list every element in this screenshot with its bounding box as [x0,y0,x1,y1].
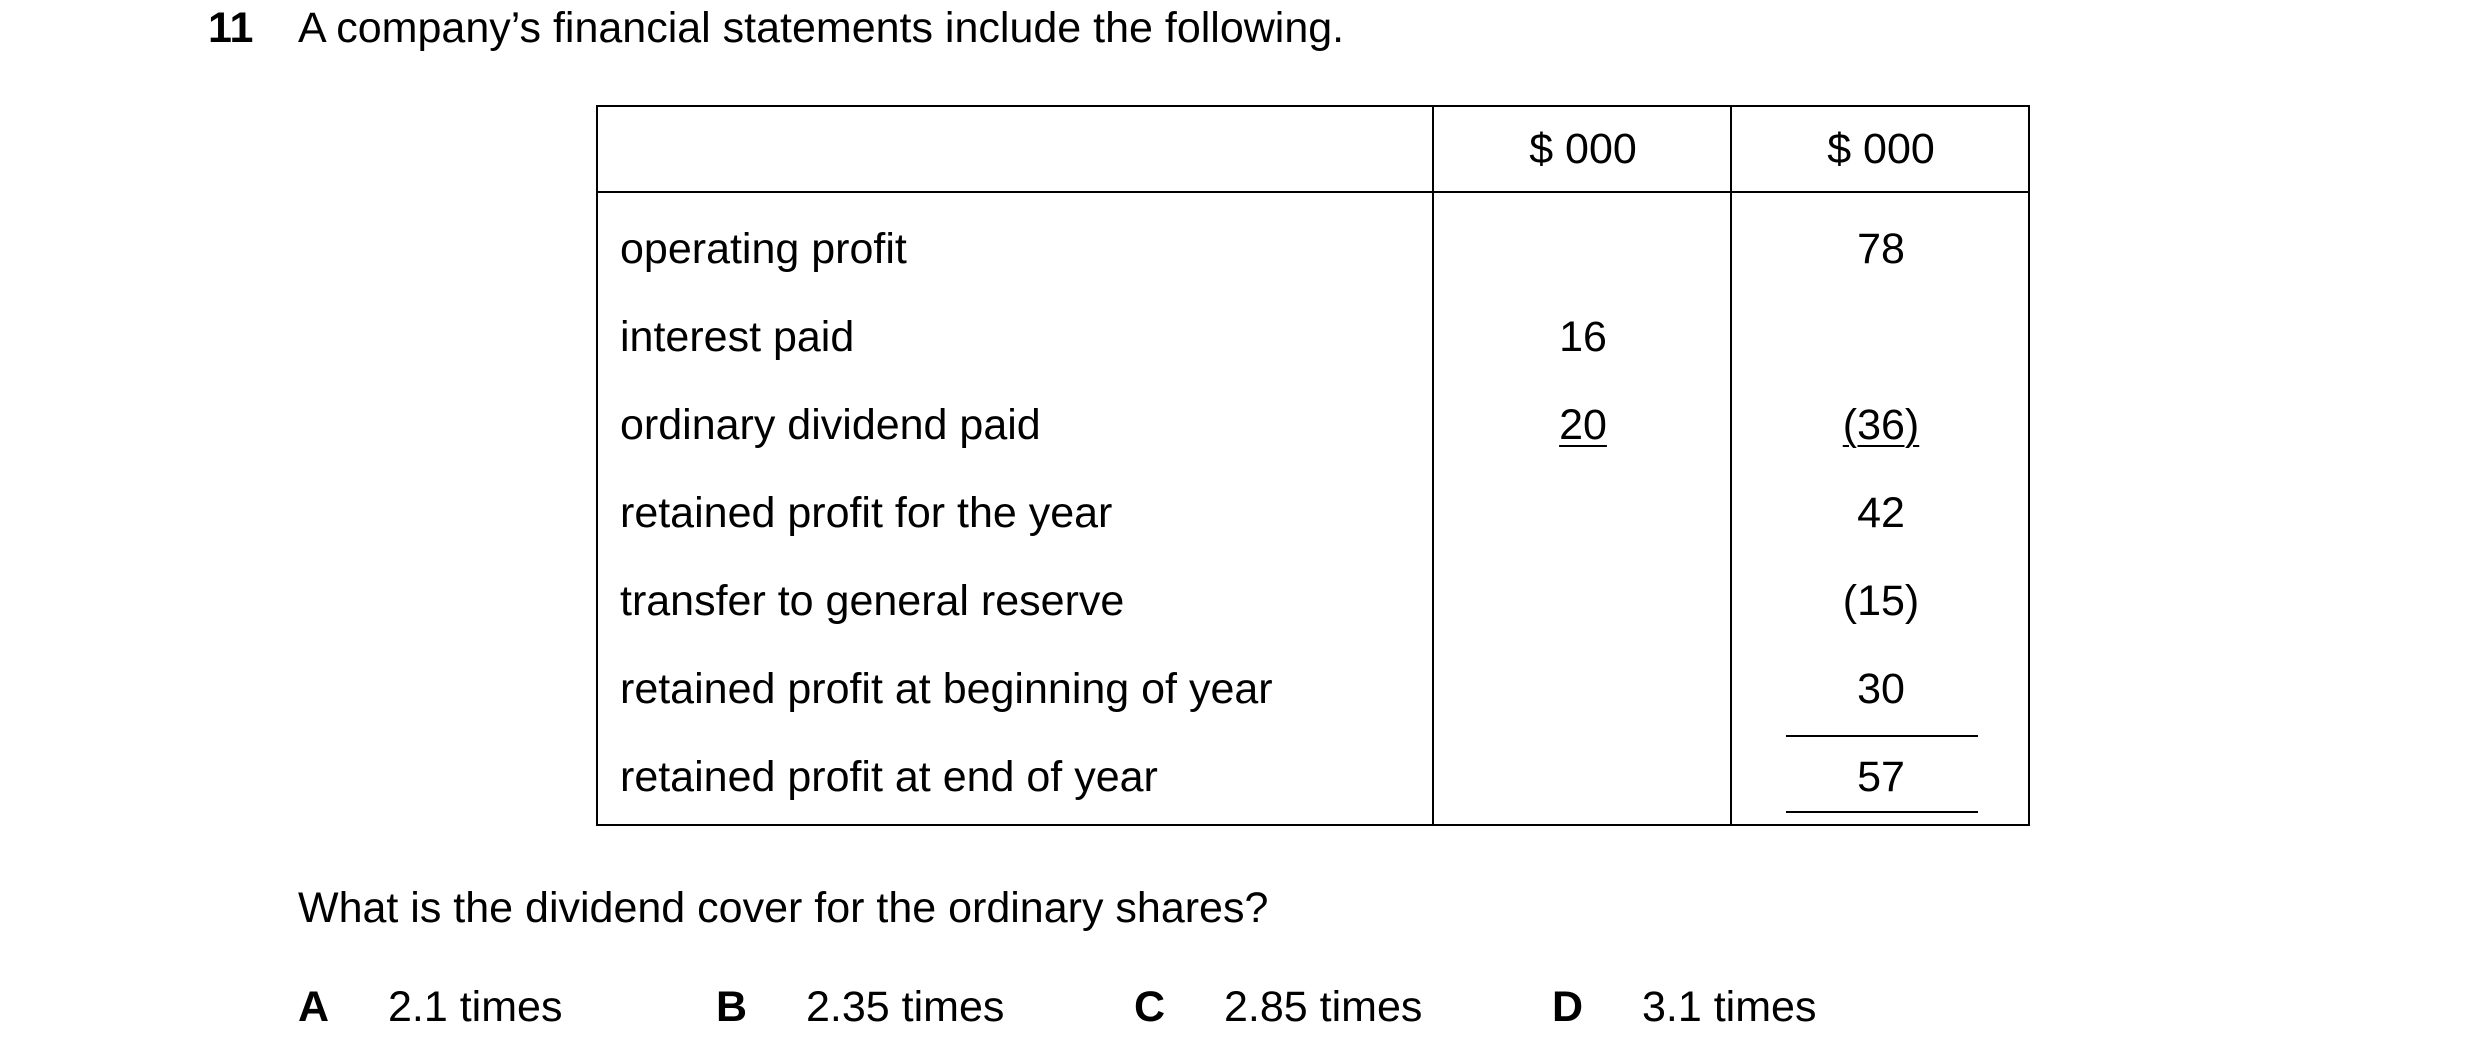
underlined-value: (36) [1842,401,1920,449]
total-rule-bottom [1786,811,1978,813]
table-divider-1 [1432,107,1434,824]
row-label: transfer to general reserve [620,577,1125,625]
option-d-text: 3.1 times [1642,983,1817,1031]
row-value [1732,399,2030,451]
row-value: 57 [1857,753,1905,801]
row-label: retained profit at end of year [620,753,1158,801]
question-text: A company’s financial statements include the following. [298,4,1345,52]
question-number: 11 [208,4,254,52]
column-header-2: $ 000 [1827,125,1935,173]
row-value [1434,399,1732,451]
row-value: 30 [1857,665,1905,713]
total-rule-top [1786,735,1978,737]
financial-table [596,105,2030,826]
table-header-rule [598,191,2028,193]
option-a-text: 2.1 times [388,983,563,1031]
row-value: 42 [1857,489,1905,537]
row-label: ordinary dividend paid [620,401,1041,449]
question-prompt: What is the dividend cover for the ordinary shares? [298,884,1269,932]
table-divider-2 [1730,107,1732,824]
option-b-text: 2.35 times [806,983,1005,1031]
option-b-letter: B [716,983,748,1031]
option-a-letter: A [298,983,330,1031]
option-c-text: 2.85 times [1224,983,1423,1031]
row-label: interest paid [620,313,855,361]
column-header-1: $ 000 [1529,125,1637,173]
row-label: operating profit [620,225,907,273]
option-d-letter: D [1552,983,1584,1031]
row-value: 16 [1559,313,1607,361]
row-label: retained profit at beginning of year [620,665,1273,713]
row-value: 78 [1857,225,1905,273]
row-value: (15) [1842,577,1920,625]
row-label: retained profit for the year [620,489,1113,537]
option-c-letter: C [1134,983,1166,1031]
underlined-value: 20 [1559,401,1607,449]
